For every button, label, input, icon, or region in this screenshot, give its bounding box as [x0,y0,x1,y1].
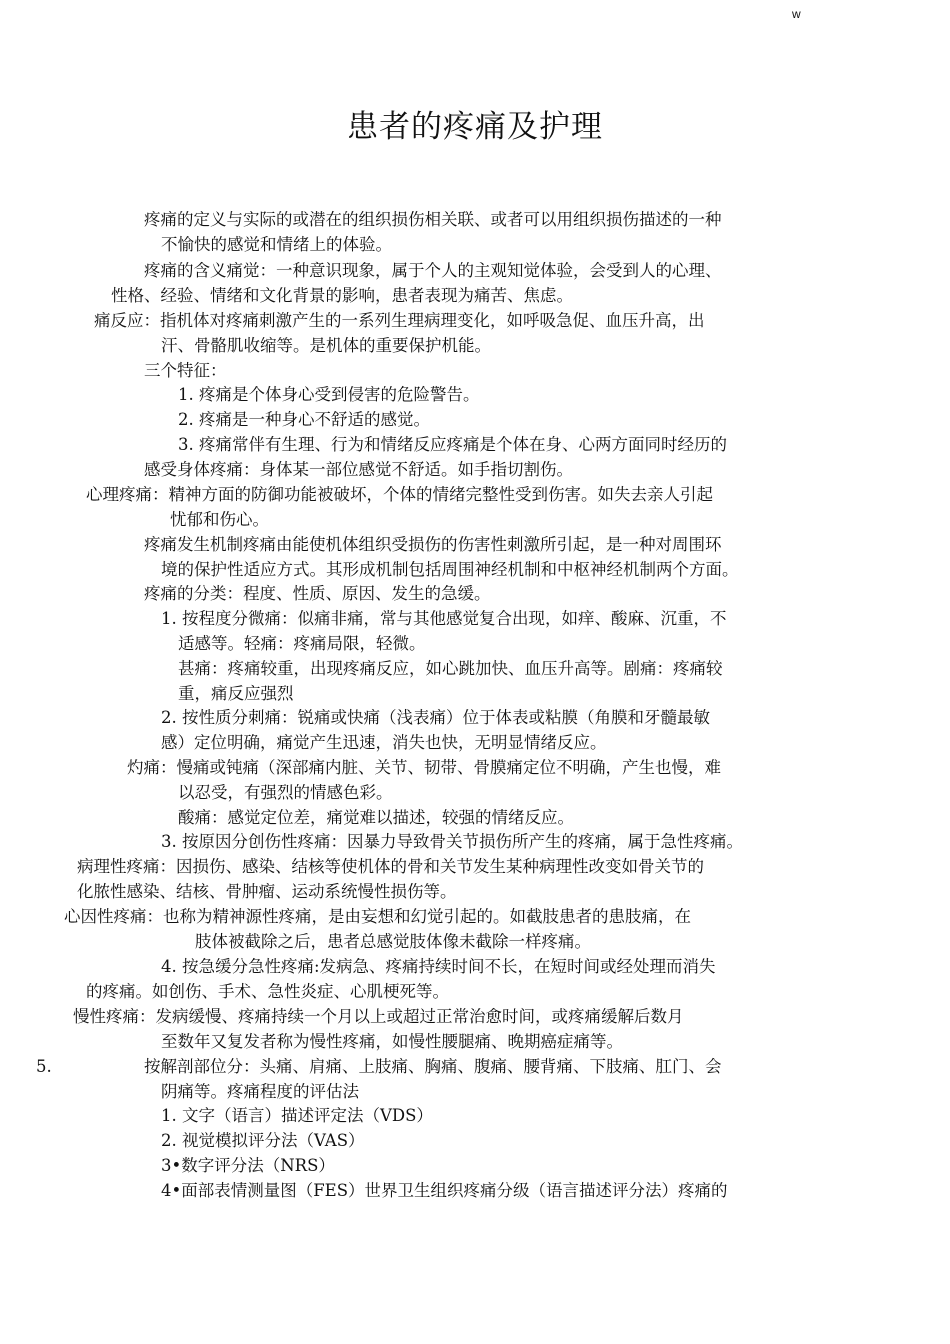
text-line: 适感等。轻痛：疼痛局限，轻微。 [178,634,426,653]
text-line: 化脓性感染、结核、骨肿瘤、运动系统慢性损伤等。 [77,882,457,901]
text-line: 3. 按原因分创伤性疼痛：因暴力导致骨关节损伤所产生的疼痛，属于急性疼痛。 [161,832,743,851]
text-line: 性格、经验、情绪和文化背景的影响，患者表现为痛苦、焦虑。 [111,286,573,305]
text-line: 至数年又复发者称为慢性疼痛，如慢性腰腿痛、晚期癌症痛等。 [161,1032,623,1051]
text-line: 灼痛：慢痛或钝痛（深部痛内脏、关节、韧带、骨膜痛定位不明确，产生也慢，难 [127,758,721,777]
text-line: 2. 视觉模拟评分法（VAS） [161,1131,365,1150]
text-line: 4. 按急缓分急性疼痛:发病急、疼痛持续时间不长，在短时间或经处理而消失 [161,957,716,976]
text-line: 疼痛发生机制疼痛由能使机体组织受损伤的伤害性刺激所引起，是一种对周围环 [144,535,722,554]
text-line: 痛反应：指机体对疼痛刺激产生的一系列生理病理变化，如呼吸急促、血压升高，出 [94,311,705,330]
text-line: 4•面部表情测量图（FES）世界卫生组织疼痛分级（语言描述评分法）疼痛的 [161,1181,728,1200]
text-line: 疼痛的分类：程度、性质、原因、发生的急缓。 [144,584,491,603]
text-line: 不愉快的感觉和情绪上的体验。 [161,235,392,254]
document-title: 患者的疼痛及护理 [347,109,603,145]
text-line: 疼痛的含义痛觉：一种意识现象，属于个人的主观知觉体验，会受到人的心理、 [144,261,722,280]
text-line: 阴痛等。疼痛程度的评估法 [161,1082,359,1101]
text-line: 三个特征： [144,361,227,380]
text-line: 以忍受，有强烈的情感色彩。 [178,783,393,802]
text-line: 1. 文字（语言）描述评定法（VDS） [161,1106,433,1125]
text-line: 汗、骨骼肌收缩等。是机体的重要保护机能。 [161,336,491,355]
text-line: 3. 疼痛常伴有生理、行为和情绪反应疼痛是个体在身、心两方面同时经历的 [178,435,727,454]
text-line: 的疼痛。如创伤、手术、急性炎症、心肌梗死等。 [86,982,449,1001]
text-line: 2. 按性质分刺痛：锐痛或快痛（浅表痛）位于体表或粘膜（角膜和牙髓最敏 [161,708,710,727]
text-line: 境的保护性适应方式。其形成机制包括周围神经机制和中枢神经机制两个方面。 [161,560,739,579]
text-line: 重，痛反应强烈 [178,684,294,703]
text-line: 忧郁和伤心。 [170,510,269,529]
text-line: 1. 按程度分微痛：似痛非痛，常与其他感觉复合出现，如痒、酸麻、沉重，不 [161,609,727,628]
text-line: 甚痛：疼痛较重，出现疼痛反应，如心跳加快、血压升高等。剧痛：疼痛较 [178,659,723,678]
text-line: 疼痛的定义与实际的或潜在的组织损伤相关联、或者可以用组织损伤描述的一种 [144,210,722,229]
list-number: 5. [36,1057,52,1076]
text-line: 1. 疼痛是个体身心受到侵害的危险警告。 [178,385,480,404]
text-line: 感受身体疼痛：身体某一部位感觉不舒适。如手指切割伤。 [144,460,573,479]
text-line: 2. 疼痛是一种身心不舒适的感觉。 [178,410,430,429]
text-line: 3•数字评分法（NRS） [161,1156,335,1175]
text-line: 心理疼痛：精神方面的防御功能被破坏，个体的情绪完整性受到伤害。如失去亲人引起 [86,485,713,504]
text-line: 酸痛：感觉定位差，痛觉难以描述，较强的情绪反应。 [178,808,574,827]
text-line: 慢性疼痛：发病缓慢、疼痛持续一个月以上或超过正常治愈时间，或疼痛缓解后数月 [73,1007,684,1026]
page-mark: w [792,7,801,21]
text-line: 按解剖部位分：头痛、肩痛、上肢痛、胸痛、腹痛、腰背痛、下肢痛、肛门、会 [144,1057,722,1076]
text-line: 心因性疼痛：也称为精神源性疼痛，是由妄想和幻觉引起的。如截肢患者的患肢痛，在 [64,907,691,926]
text-line: 病理性疼痛：因损伤、感染、结核等使机体的骨和关节发生某种病理性改变如骨关节的 [77,857,704,876]
text-line: 感）定位明确，痛觉产生迅速，消失也快，无明显情绪反应。 [161,733,607,752]
text-line: 肢体被截除之后，患者总感觉肢体像未截除一样疼痛。 [195,932,591,951]
